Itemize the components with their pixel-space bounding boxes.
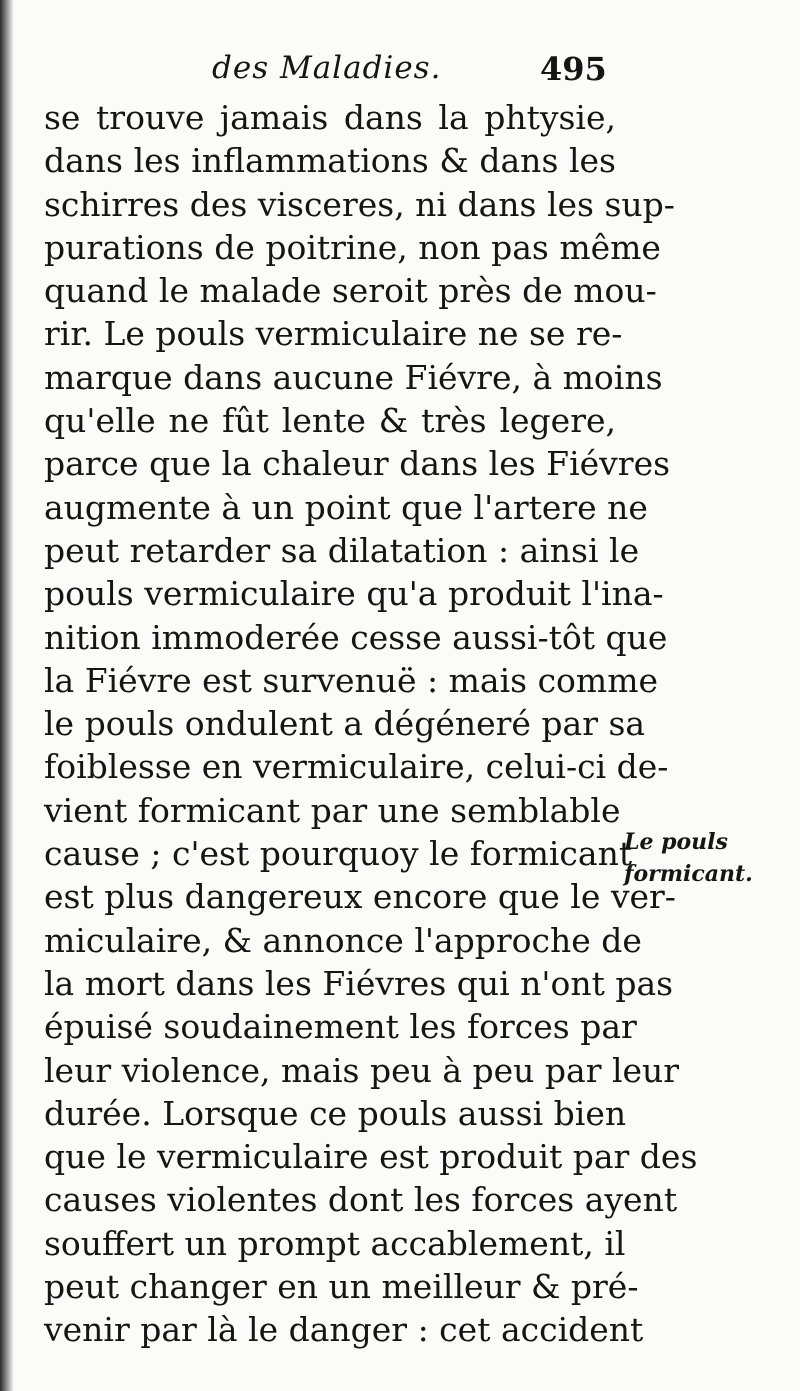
margin-note-line: formicant. (624, 861, 753, 887)
text-line: causes violentes dont les forces ayent (44, 1180, 678, 1220)
page-header (0, 50, 800, 94)
text-line: qu'elle ne fût lente & très legere, (44, 401, 616, 441)
text-line: rir. Le pouls vermiculaire ne se re- (44, 314, 623, 354)
text-line: nition immoderée cesse aussi-tôt que (44, 617, 668, 657)
text-line: miculaire, & annonce l'approche de (44, 920, 642, 960)
text-line: la Fiévre est survenuë : mais comme (44, 660, 659, 700)
margin-note (624, 826, 774, 890)
text-line: purations de poitrine, non pas même (44, 227, 661, 267)
text-line: vient formicant par une semblable (44, 790, 621, 830)
text-line: venir par là le danger : cet accident (44, 1310, 644, 1350)
text-line: épuisé soudainement les forces par (44, 1007, 637, 1047)
text-line: durée. Lorsque ce pouls aussi bien (44, 1093, 627, 1133)
text-line: dans les inflammations & dans les (44, 141, 616, 181)
text-line: peut changer en un meilleur & pré- (44, 1267, 639, 1307)
text-line: la mort dans les Fiévres qui n'ont pas (44, 963, 674, 1003)
text-line: augmente à un point que l'artere ne (44, 487, 648, 527)
text-line: se trouve jamais dans la phtysie, (44, 98, 616, 137)
text-line: cause ; c'est pourquoy le formicant (44, 834, 633, 874)
running-head: des Maladies. (212, 50, 442, 86)
text-line: souffert un prompt accablement, il (44, 1223, 626, 1263)
text-line: pouls vermiculaire qu'a produit l'ina- (44, 574, 664, 614)
text-line: peut retarder sa dilatation : ainsi le (44, 530, 640, 570)
text-line: est plus dangereux encore que le ver- (44, 877, 676, 917)
text-line: marque dans aucune Fiévre, à moins (44, 357, 663, 397)
text-line: leur violence, mais peu à peu par leur (44, 1050, 680, 1090)
text-line: schirres des visceres, ni dans les sup- (44, 184, 675, 224)
text-line: quand le malade seroit près de mou- (44, 271, 657, 311)
page-number: 495 (540, 50, 607, 88)
text-line: le pouls ondulent a dégéneré par sa (44, 704, 646, 744)
body-text (44, 96, 698, 1352)
text-line: que le vermiculaire est produit par des (44, 1137, 698, 1177)
text-line: foiblesse en vermiculaire, celui-ci de- (44, 747, 669, 787)
text-line: parce que la chaleur dans les Fiévres (44, 444, 671, 484)
margin-note-line: Le pouls (624, 829, 728, 855)
